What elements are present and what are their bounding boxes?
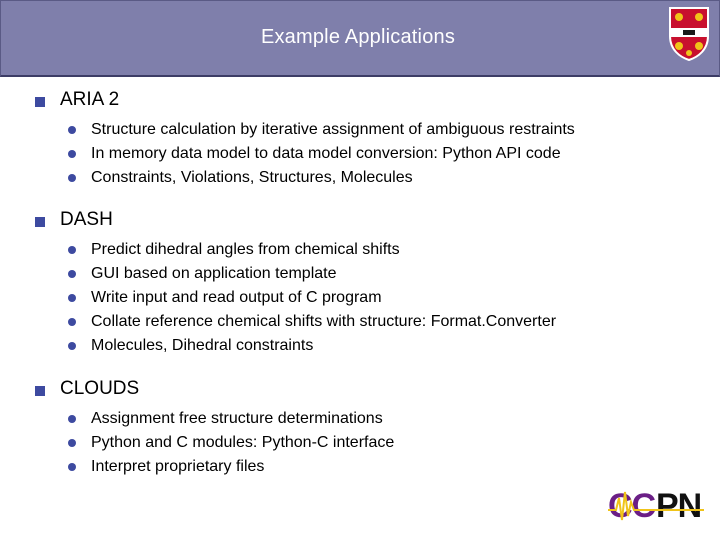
slide-title: Example Applications [260,26,456,48]
bullet-list [0,238,700,358]
list-item [0,262,700,286]
list-item [0,431,700,455]
list-item [0,334,700,358]
bullet-list [0,407,700,479]
round-bullet-icon [68,463,76,471]
list-item-text: Constraints, Violations, Structures, Molecules [91,169,413,186]
list-item [0,286,700,310]
round-bullet-icon [68,270,76,278]
round-bullet-icon [68,439,76,447]
list-item-text: Molecules, Dihedral constraints [91,337,314,354]
list-item-text: Python and C modules: Python-C interface [91,434,395,451]
section-heading [0,88,400,112]
list-item-text: Structure calculation by iterative assignment of ambiguous restraints [91,121,575,138]
svg-text:CC: CC [608,487,656,524]
list-item [0,407,700,431]
ccpn-logo [606,486,704,524]
round-bullet-icon [68,174,76,182]
round-bullet-icon [68,150,76,158]
list-item-text: Predict dihedral angles from chemical shifts [91,241,400,258]
list-item [0,118,700,142]
round-bullet-icon [68,342,76,350]
section-title: ARIA 2 [60,89,120,110]
square-bullet-icon [35,217,45,227]
list-item-text: Assignment free structure determinations [91,410,383,427]
list-item-text: In memory data model to data model conversion: Python API code [91,145,561,162]
list-item-text: Collate reference chemical shifts with structure: Format.Converter [91,313,557,330]
list-item [0,238,700,262]
title-bar [0,0,720,77]
list-item [0,455,700,479]
section-title: CLOUDS [60,378,140,399]
university-crest-icon [668,6,710,62]
section-title: DASH [60,209,113,230]
round-bullet-icon [68,246,76,254]
round-bullet-icon [68,318,76,326]
round-bullet-icon [68,126,76,134]
section-heading [0,208,400,232]
list-item-text: GUI based on application template [91,265,337,282]
section-heading [0,377,400,401]
list-item-text: Interpret proprietary files [91,458,265,475]
round-bullet-icon [68,294,76,302]
list-item [0,310,700,334]
list-item [0,142,700,166]
square-bullet-icon [35,386,45,396]
list-item-text: Write input and read output of C program [91,289,382,306]
square-bullet-icon [35,97,45,107]
bullet-list [0,118,700,190]
round-bullet-icon [68,415,76,423]
svg-text:PN: PN [656,487,702,524]
list-item [0,166,700,190]
